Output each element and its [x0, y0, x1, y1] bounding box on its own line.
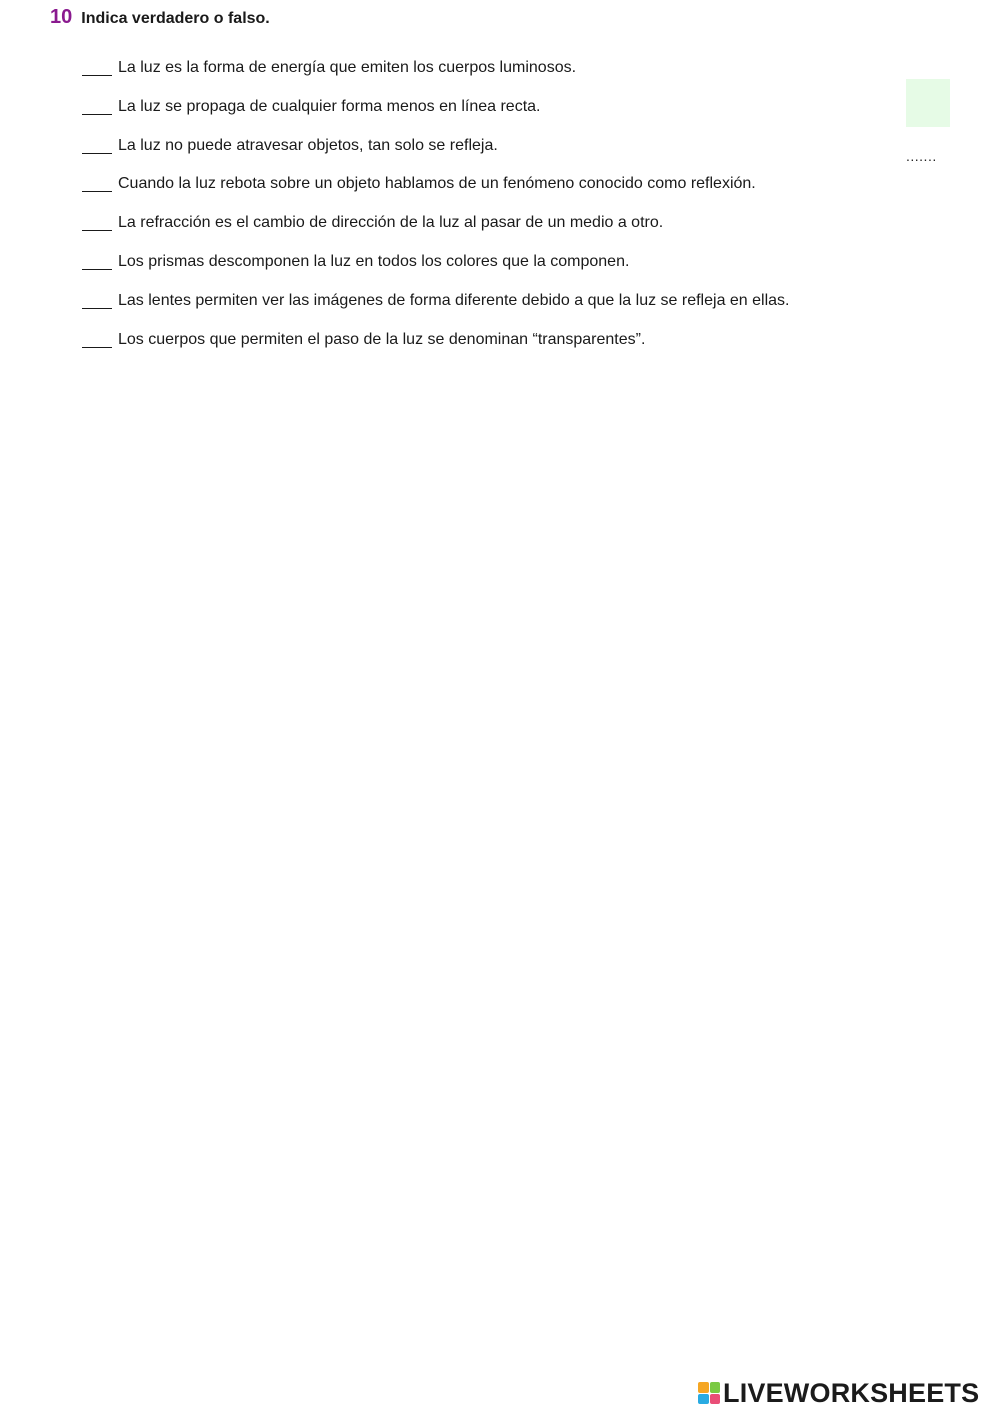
logo-icon: [698, 1382, 720, 1404]
statement-item: [82, 290, 790, 329]
statement-item: [82, 135, 790, 174]
statement-text: Los prismas descomponen la luz en todos los colores que la componen.: [118, 252, 630, 270]
answer-blank[interactable]: [82, 135, 112, 154]
statement-item: [82, 212, 790, 251]
answer-blank[interactable]: [82, 329, 112, 348]
answer-blank[interactable]: [82, 57, 112, 76]
logo-square-orange: [698, 1382, 709, 1393]
statement-text: La refracción es el cambio de dirección de la luz al pasar de un medio a otro.: [118, 214, 664, 232]
answer-blank[interactable]: [82, 173, 112, 192]
answer-input-box[interactable]: [906, 79, 950, 127]
answer-blank[interactable]: [82, 290, 112, 309]
exercise-header: [50, 6, 270, 29]
exercise-number: 10: [50, 6, 73, 28]
statement-list: [82, 57, 790, 367]
answer-blank[interactable]: [82, 96, 112, 115]
answer-blank[interactable]: [82, 251, 112, 270]
exercise-title: Indica verdadero o falso.: [81, 10, 270, 27]
statement-item: [82, 329, 790, 368]
logo-text: LIVEWORKSHEETS: [723, 1377, 980, 1408]
statement-text: La luz se propaga de cualquier forma menos en línea recta.: [118, 97, 541, 115]
logo-square-pink: [710, 1394, 721, 1405]
statement-text: Los cuerpos que permiten el paso de la luz se denominan “transparentes”.: [118, 330, 646, 348]
statement-item: [82, 96, 790, 135]
statement-text: Cuando la luz rebota sobre un objeto hablamos de un fenómeno conocido como reflexión.: [118, 175, 756, 193]
statement-item: [82, 251, 790, 290]
logo-square-green: [710, 1382, 721, 1393]
statement-text: La luz no puede atravesar objetos, tan solo se refleja.: [118, 136, 498, 154]
statement-item: [82, 57, 790, 96]
liveworksheets-logo: [698, 1378, 979, 1408]
statement-item: [82, 173, 790, 212]
logo-square-blue: [698, 1394, 709, 1405]
statement-text: La luz es la forma de energía que emiten los cuerpos luminosos.: [118, 59, 577, 76]
statement-text: Las lentes permiten ver las imágenes de forma diferente debido a que la luz se refleja en ellas.: [118, 291, 790, 309]
dotted-placeholder: .......: [906, 148, 937, 164]
answer-blank[interactable]: [82, 212, 112, 231]
